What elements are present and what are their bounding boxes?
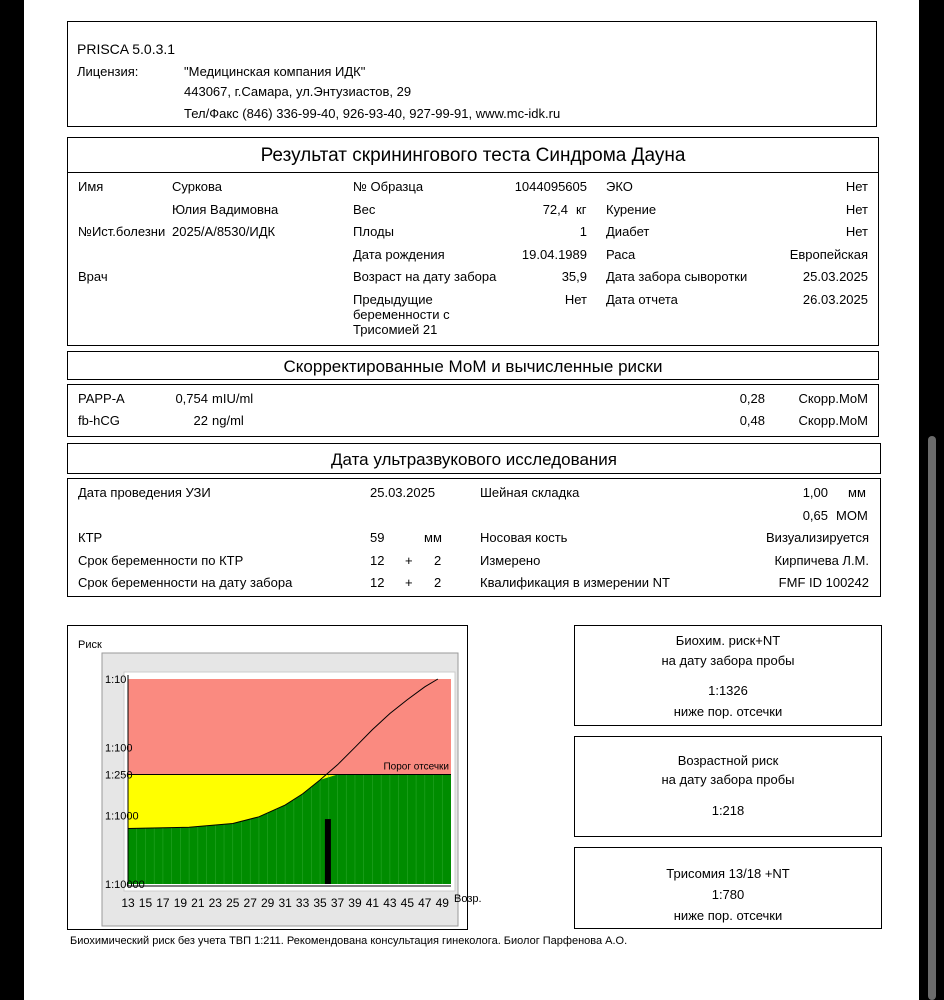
age-risk-subtitle: на дату забора пробы <box>661 772 795 787</box>
dob-value: 19.04.1989 <box>521 247 587 262</box>
ga-ktr-plus: + <box>405 553 413 568</box>
x-tick-label: 39 <box>348 896 362 910</box>
diabetes-value: Нет <box>845 224 868 239</box>
license-label: Лицензия: <box>77 64 139 79</box>
y-tick-label: 1:250 <box>105 769 133 782</box>
x-tick-label: 43 <box>383 896 397 910</box>
x-tick-label: 41 <box>365 896 380 910</box>
nt-value: 1,00 <box>802 485 828 500</box>
biochem-risk-value: 1:1326 <box>708 683 748 698</box>
license-contacts: Тел/Факс (846) 336-99-40, 926-93-40, 927-99-91, www.mc-idk.ru <box>184 106 561 121</box>
ktr-value: 59 <box>370 530 385 545</box>
analyte-mom: 0,28 <box>739 391 765 406</box>
ga-draw-days: 2 <box>434 575 442 590</box>
footer-note: Биохимический риск без учета ТВП 1:211. Рекомендована консультация гинеколога. Биолог Парфенова А.О. <box>70 935 628 947</box>
x-tick-label: 13 <box>121 896 135 910</box>
y-tick-label: 1:10 <box>105 674 127 686</box>
diabetes-label: Диабет <box>606 224 650 239</box>
sample-value: 1044095605 <box>514 179 587 194</box>
us-title-box <box>67 443 881 474</box>
age-risk-value: 1:218 <box>711 803 745 818</box>
x-tick-label: 35 <box>313 896 327 910</box>
serum-date-label: Дата забора сыворотки <box>606 269 748 284</box>
us-date-value: 25.03.2025 <box>370 485 436 500</box>
x-axis-label: Возр. <box>454 893 482 905</box>
app-version: PRISCA 5.0.3.1 <box>77 41 176 57</box>
cutoff-label: Порог отсечки <box>383 761 449 773</box>
biochem-risk-title: Биохим. риск+NT <box>675 633 781 648</box>
x-tick-label: 23 <box>208 896 222 910</box>
biochem-risk-note: ниже пор. отсечки <box>673 704 783 719</box>
race-value: Европейская <box>789 247 868 262</box>
analyte-mom: 0,48 <box>739 413 765 428</box>
history-label: №Ист.болезни <box>78 224 166 239</box>
analyte-mom-type: Скорр.МоМ <box>798 391 868 406</box>
fetuses-value: 1 <box>579 224 587 239</box>
ktr-unit: мм <box>424 530 442 545</box>
analyte-mom-type: Скорр.МоМ <box>798 413 868 428</box>
mom-title: Скорректированные МоМ и вычисленные риски <box>283 357 663 376</box>
divider <box>68 172 878 173</box>
ga-draw-weeks: 12 <box>370 575 385 590</box>
x-tick-label: 17 <box>156 896 170 910</box>
scrollbar[interactable] <box>928 436 936 1000</box>
ktr-label: КТР <box>78 530 103 545</box>
mom-title-box <box>67 351 879 380</box>
eko-value: Нет <box>845 179 868 194</box>
risk-chart-box <box>67 625 482 930</box>
analyte-value: 0,754 <box>175 391 208 406</box>
patient-risk-marker <box>325 819 331 884</box>
trisomy-risk-title: Трисомия 13/18 +NT <box>666 866 790 881</box>
measured-label: Измерено <box>480 553 541 568</box>
weight-value: 72,4 <box>542 202 568 217</box>
y-tick-label: 1:1000 <box>105 810 139 823</box>
ga-draw-label: Срок беременности на дату забора <box>78 575 293 590</box>
ga-draw-plus: + <box>405 575 413 590</box>
fetuses-label: Плоды <box>353 224 394 239</box>
trisomy-risk-box <box>574 847 882 929</box>
age-risk-title: Возрастной риск <box>677 753 779 768</box>
license-address: 443067, г.Самара, ул.Энтузиастов, 29 <box>184 84 412 99</box>
high-risk-zone <box>128 679 451 775</box>
x-tick-label: 25 <box>226 896 240 910</box>
patient-surname: Суркова <box>172 179 223 194</box>
x-tick-label: 31 <box>278 896 292 910</box>
x-tick-label: 21 <box>191 896 205 910</box>
license-name: "Медицинская компания ИДК" <box>184 64 366 79</box>
nt-unit: мм <box>848 485 866 500</box>
x-tick-label: 49 <box>435 896 449 910</box>
us-date-label: Дата проведения УЗИ <box>78 485 211 500</box>
x-tick-label: 37 <box>330 896 345 910</box>
smoking-value: Нет <box>845 202 868 217</box>
x-tick-label: 47 <box>418 896 432 910</box>
section-title: Результат скринингового теста Синдрома Дауна <box>260 145 686 166</box>
analyte-value: 22 <box>193 413 208 428</box>
ga-ktr-weeks: 12 <box>370 553 385 568</box>
weight-unit: кг <box>576 202 587 217</box>
biochem-risk-box <box>574 625 882 726</box>
trisomy-risk-value: 1:780 <box>711 887 745 902</box>
doctor-label: Врач <box>78 269 108 284</box>
dob-label: Дата рождения <box>353 247 445 262</box>
race-label: Раса <box>606 247 636 262</box>
patient-section <box>67 137 879 346</box>
nasal-value: Визуализируется <box>766 530 869 545</box>
nt-label: Шейная складка <box>480 485 580 500</box>
analyte-name: PAPP-A <box>78 391 125 406</box>
x-tick-label: 19 <box>173 896 188 910</box>
weight-label: Вес <box>353 202 376 217</box>
mom-table <box>67 384 879 437</box>
qual-value: FMF ID 100242 <box>778 575 869 590</box>
report-date-label: Дата отчета <box>606 292 678 307</box>
sample-label: № Образца <box>353 179 424 194</box>
x-tick-label: 27 <box>243 896 257 910</box>
qual-label: Квалификация в измерении NT <box>480 575 670 590</box>
risk-chart <box>68 626 482 929</box>
age-label: Возраст на дату забора <box>353 269 497 284</box>
x-tick-label: 45 <box>400 896 415 910</box>
prev-trisomy-label: Предыдущие беременности с Трисомией 21 <box>353 292 450 337</box>
trisomy-risk-note: ниже пор. отсечки <box>673 908 783 923</box>
ga-ktr-days: 2 <box>434 553 442 568</box>
analyte-name: fb-hCG <box>78 413 120 428</box>
biochem-risk-subtitle: на дату забора пробы <box>661 653 795 668</box>
name-label: Имя <box>78 179 104 194</box>
analyte-unit: mIU/ml <box>212 391 254 406</box>
x-tick-label: 33 <box>295 896 310 910</box>
nt-mom-value: 0,65 <box>802 508 828 523</box>
license-header <box>67 21 877 127</box>
nasal-label: Носовая кость <box>480 530 568 545</box>
nt-mom-unit: МОМ <box>836 508 868 523</box>
measured-value: Кирпичева Л.М. <box>774 553 869 568</box>
age-value: 35,9 <box>561 269 587 284</box>
y-tick-label: 1:10000 <box>105 879 145 891</box>
us-title: Дата ультразвукового исследования <box>330 450 618 469</box>
report-date-value: 26.03.2025 <box>802 292 868 307</box>
serum-date-value: 25.03.2025 <box>802 269 868 284</box>
patient-given-names: Юлия Вадимовна <box>172 202 279 217</box>
eko-label: ЭКО <box>606 179 633 194</box>
smoking-label: Курение <box>606 202 657 217</box>
x-tick-label: 15 <box>138 896 153 910</box>
ga-ktr-label: Срок беременности по КТР <box>78 553 244 568</box>
age-risk-box <box>574 736 882 837</box>
analyte-unit: ng/ml <box>212 413 244 428</box>
history-value: 2025/А/8530/ИДК <box>172 224 276 239</box>
prev-trisomy-value: Нет <box>564 292 587 307</box>
us-table <box>67 478 881 597</box>
y-axis-label: Риск <box>78 639 102 651</box>
x-tick-label: 29 <box>260 896 275 910</box>
report-page <box>24 0 919 1000</box>
y-tick-label: 1:100 <box>105 742 133 755</box>
